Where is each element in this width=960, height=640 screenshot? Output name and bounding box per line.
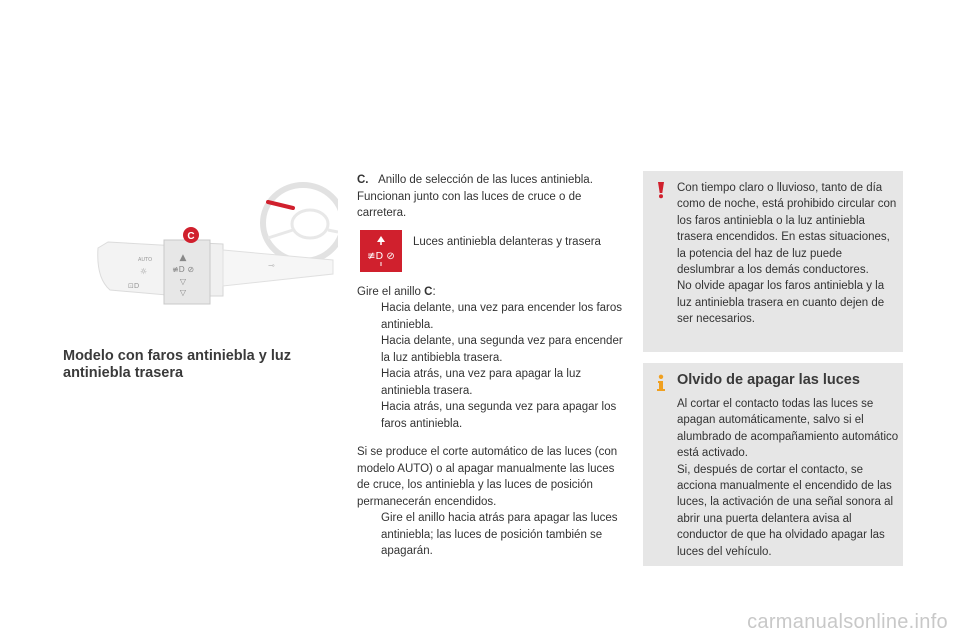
warning-box bbox=[643, 171, 903, 352]
svg-text:▽: ▽ bbox=[179, 277, 187, 286]
auto-instructions-list bbox=[357, 510, 623, 560]
list-item-text: Hacia delante, una vez para encender los faros antiniebla. bbox=[381, 302, 623, 331]
list-item bbox=[357, 300, 623, 333]
ring-label-letter: C. bbox=[357, 174, 369, 186]
section-title: Modelo con faros antiniebla y luz antiniebla trasera bbox=[63, 348, 291, 381]
svg-text:☼: ☼ bbox=[140, 267, 148, 276]
callout-c-letter: C bbox=[187, 231, 195, 242]
turn-ring-colon: : bbox=[432, 285, 436, 298]
svg-text:≢D ⊘: ≢D ⊘ bbox=[171, 265, 195, 274]
info-icon bbox=[654, 374, 668, 392]
list-item bbox=[357, 399, 623, 432]
info-paragraph: Al cortar el contacto todas las luces se apagan automáticamente, salvo si el alumbrado de acompañamiento automático está activado. bbox=[677, 398, 899, 460]
info-text bbox=[677, 396, 899, 560]
turn-ring-intro bbox=[357, 284, 623, 301]
svg-text:≢D ⊘: ≢D ⊘ bbox=[367, 250, 395, 262]
warning-paragraph-2: No olvide apagar los faros antiniebla y la luz antiniebla trasera en cuanto dejen de ser necesarios. bbox=[677, 280, 885, 326]
list-item-text: Hacia delante, una segunda vez para encender la luz antibiebla trasera. bbox=[381, 335, 623, 364]
steering-wheel-icon bbox=[263, 185, 338, 261]
watermark: carmanualsonline.info bbox=[747, 611, 948, 633]
list-item-text: Hacia atrás, una vez para apagar la luz antiniebla trasera. bbox=[381, 368, 582, 397]
info-paragraph-2: Si, después de cortar el contacto, se acciona manualmente el encendido de las luces, la activación de una señal sonora al abrir una puerta delantera avisa al conductor de que ha olvidado apagar las luces del vehículo. bbox=[677, 463, 894, 558]
svg-text:▽: ▽ bbox=[179, 288, 187, 297]
fog-lights-icon bbox=[360, 230, 402, 272]
stalk-highlight-icon bbox=[268, 202, 293, 208]
list-item bbox=[357, 333, 623, 366]
info-box bbox=[643, 363, 903, 566]
ring-instructions-list bbox=[357, 300, 623, 432]
svg-text:▲: ▲ bbox=[179, 253, 187, 263]
exclamation-icon bbox=[654, 181, 668, 199]
list-item bbox=[357, 366, 623, 399]
info-title: Olvido de apagar las luces bbox=[677, 372, 860, 388]
warning-text bbox=[677, 180, 897, 328]
turn-ring-letter: C bbox=[424, 285, 433, 298]
warning-paragraph: Con tiempo claro o lluvioso, tanto de día como de noche, está prohibido circular con los faros antiniebla o la luz antiniebla trasera encendidos. En estas situaciones, la potencia del haz de luz puede deslumbrar a los demás conductores. bbox=[677, 182, 897, 277]
fog-lights-row bbox=[357, 230, 623, 274]
lighting-stalk-illustration bbox=[88, 168, 338, 318]
auto-paragraph: Si se produce el corte automático de las luces (con modelo AUTO) o al apagar manualmente las luces de cruce, los antiniebla y las luces de posición permanecerán encendidos. bbox=[357, 446, 618, 508]
turn-intro-text: Gire el anillo bbox=[357, 285, 425, 298]
svg-text:⊡D: ⊡D bbox=[128, 282, 140, 290]
ring-description-column bbox=[357, 172, 623, 560]
list-item bbox=[357, 510, 623, 560]
list-item-text: Hacia atrás, una segunda vez para apagar los faros antiniebla. bbox=[381, 401, 617, 430]
ring-description bbox=[357, 172, 623, 222]
ring-description-text: Anillo de selección de las luces antiniebla. Funcionan junto con las luces de cruce o de carretera. bbox=[357, 174, 593, 219]
svg-text:⊸: ⊸ bbox=[268, 261, 275, 270]
callout-c bbox=[183, 227, 199, 243]
fog-lights-label: Luces antiniebla delanteras y trasera bbox=[413, 235, 601, 248]
stalk-auto-label: AUTO bbox=[138, 257, 153, 263]
list-item-text: Gire el anillo hacia atrás para apagar las luces antiniebla; las luces de posición también se apagarán. bbox=[381, 512, 618, 557]
stalk-body bbox=[98, 240, 333, 304]
